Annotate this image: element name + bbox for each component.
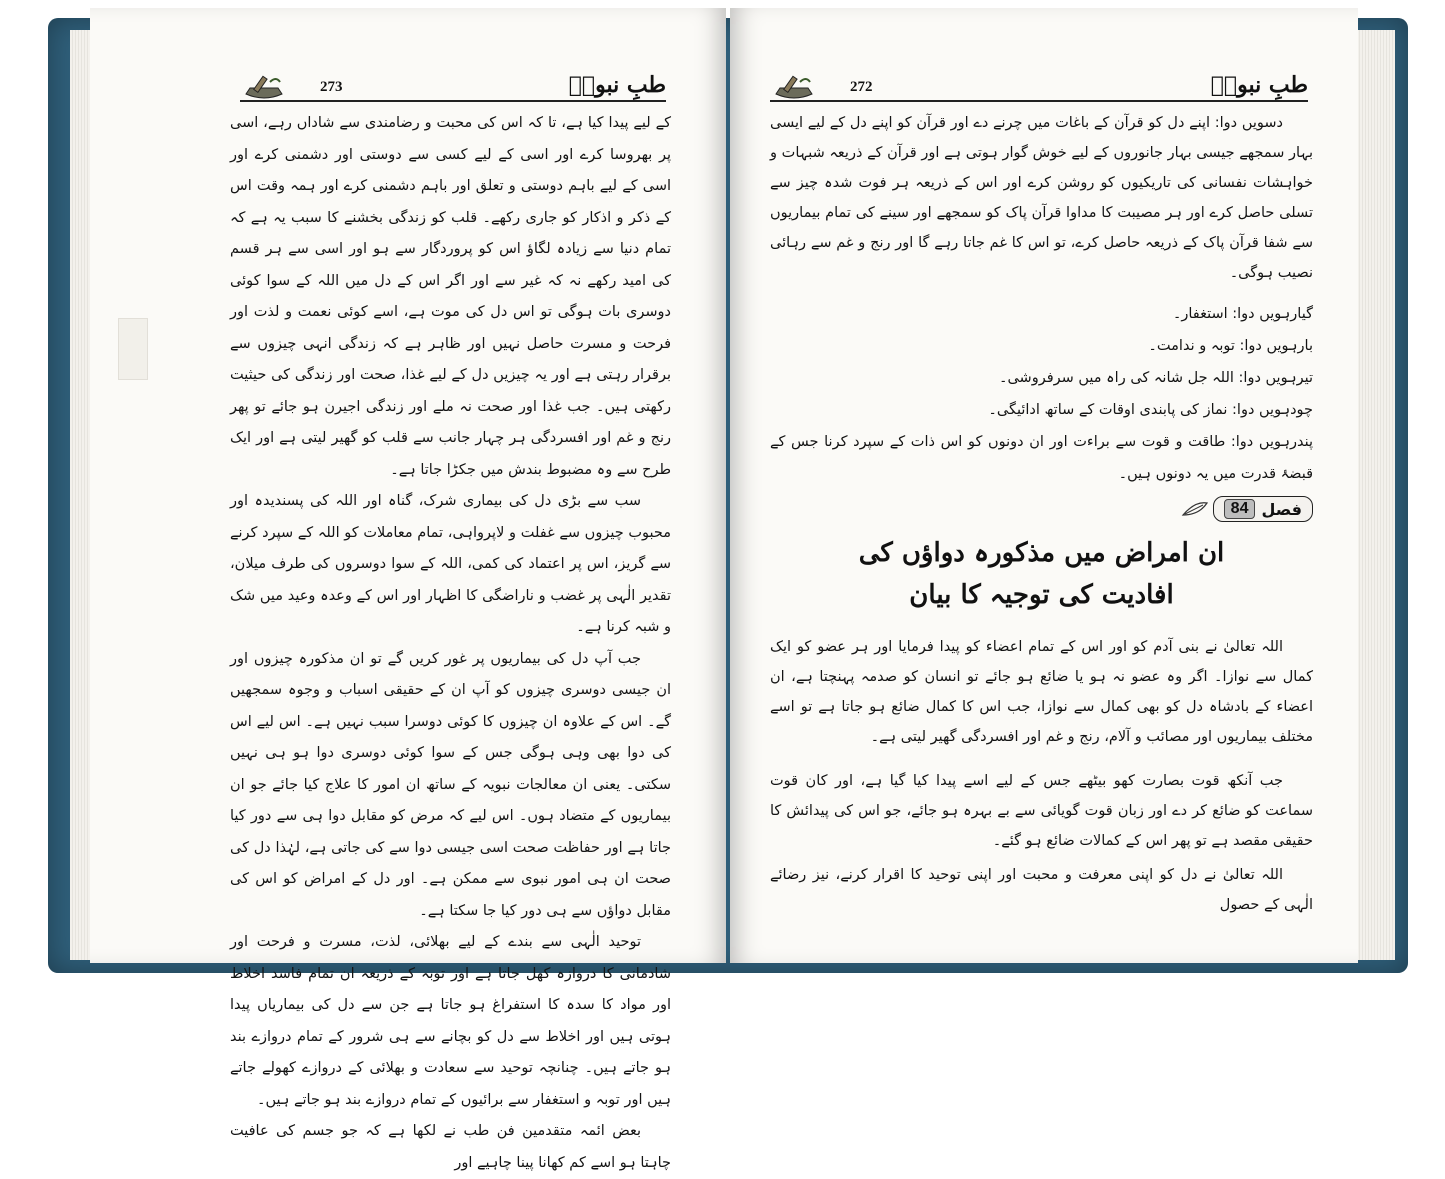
remedy-list: [770, 298, 1313, 490]
list-item: گیارہویں دوا: استغفار۔: [1172, 306, 1313, 322]
margin-sticker: [118, 318, 148, 380]
left-page-body: [230, 108, 671, 1179]
running-title: طبِ نبویؐ: [1210, 72, 1308, 98]
list-item: تیرہویں دوا: اللہ جل شانہ کی راہ میں سرفروشی۔: [998, 370, 1313, 386]
paragraph: اللہ تعالیٰ نے دل کو اپنی معرفت و محبت اور اپنی توحید کا اقرار کرنے، نیز رضائے الٰہی کے حصول: [770, 867, 1313, 913]
list-item: پندرہویں دوا: طاقت و قوت سے براءت اور ان دونوں کو اس ذات کے سپرد کرنا جس کے قبضۂ قدرت میں یہ دونوں ہیں۔: [770, 434, 1313, 482]
list-item: چودہویں دوا: نماز کی پابندی اوقات کے ساتھ ادائیگی۔: [988, 402, 1313, 418]
mortar-pestle-icon: [240, 72, 288, 102]
chapter-box: [1213, 496, 1313, 522]
right-page-body: [770, 108, 1313, 490]
chapter-label: فصل: [1261, 499, 1302, 519]
page-number: 273: [320, 79, 343, 95]
running-title: طبِ نبویؐ: [568, 72, 666, 98]
paragraph: دسویں دوا: اپنے دل کو قرآن کے باغات میں چرنے دے اور قرآن کو اپنے دل کے لیے ایسی بہار سمجھے جیسی بہار جانوروں کے لیے خوش گوار ہوتی ہے اور قرآن کے ذریعہ شبہات و خواہشات نفسانی کی تاریکیوں کو روشن کرے اور اس کے ذریعہ ہر فوت شدہ چیز سے تسلی حاصل کرے اور ہر مصیبت کا مداوا قرآن پاک کو سمجھے اور سینے کی تمام بیماریوں سے شفا قرآن پاک کے ذریعہ حاصل کرے، تو اس کا غم جاتا رہے گا اور رنج و غم سے رہائی نصیب ہوگی۔: [770, 115, 1313, 281]
paragraph: توحید الٰہی سے بندے کے لیے بھلائی، لذت، مسرت و فرحت اور شادمانی کا دروازہ کھل جاتا ہے اور توبہ کے ذریعہ ان تمام فاسد اخلاط اور مواد کا سدہ کا استفراغ ہو جاتا ہے جن سے دل کی بیماریاں پیدا ہوتی ہیں اور اخلاط سے دل کو بچانے سے ہی شرور کے تمام دروازے بند ہو جاتے ہیں۔ چنانچہ توحید سے سعادت و بھلائی کے دروازے کھولے جاتے ہیں اور توبہ و استغفار سے برائیوں کے تمام دروازے بند ہو جاتے ہیں۔: [230, 934, 671, 1108]
right-page-header: [770, 68, 1308, 102]
paragraph: بعض ائمہ متقدمین فن طب نے لکھا ہے کہ جو جسم کی عافیت چاہتا ہو اسے کم کھانا پینا چاہیے اور: [230, 1123, 671, 1171]
right-page: [730, 8, 1358, 963]
leaf-ornament-icon: [1181, 499, 1209, 519]
paragraph: جب آپ دل کی بیماریوں پر غور کریں گے تو ان مذکورہ چیزوں اور ان جیسی دوسری چیزوں کو آپ ان کے حقیقی اسباب و وجوہ سمجھیں گے۔ اس کے علاوہ ان چیزوں کا کوئی دوسرا سبب نہیں ہے۔ اس لیے اس کی دوا بھی وہی ہوگی جس کے سوا کوئی دوسری دوا ہو ہی نہیں سکتی۔ یعنی ان معالجات نبویہ کے ساتھ ان امور کا علاج کیا جائے جو ان بیماریوں کے متضاد ہوں۔ اس لیے کہ مرض کو مقابل دوا ہی سے دور کیا جاتا ہے اور حفاظت صحت اسی جیسی دوا سے کی جاتی ہے، لہٰذا دل کی صحت ان ہی امور نبوی سے ممکن ہے۔ اور دل کے امراض کو اس کی مقابل دواؤں سے ہی دور کیا جا سکتا ہے۔: [230, 650, 671, 919]
list-item: بارہویں دوا: توبہ و ندامت۔: [1148, 338, 1313, 354]
section-heading-line1: ان امراض میں مذکورہ دواؤں کی: [858, 538, 1225, 568]
section-heading-line2: افادیت کی توجیہ کا بیان: [909, 580, 1174, 610]
chapter-marker: [1181, 495, 1313, 523]
left-page: [90, 8, 726, 1171]
mortar-pestle-icon: [770, 72, 818, 102]
left-page-header: [240, 68, 666, 102]
right-page-body-lower: [770, 632, 1313, 920]
paragraph: سب سے بڑی دل کی بیماری شرک، گناہ اور اللہ کی پسندیدہ اور محبوب چیزوں سے غفلت و لاپرواہی، تمام معاملات کو اللہ کے سپرد کرنے سے گریز، اس پر اعتماد کی کمی، اللہ کے سوا دوسروں کی طرف میلان، تقدیر الٰہی پر غضب و ناراضگی کا اظہار اور اس کے وعدہ وعید میں شک و شبہ کرنا ہے۔: [230, 493, 671, 635]
paragraph: اللہ تعالیٰ نے بنی آدم کو اور اس کے تمام اعضاء کو پیدا فرمایا اور ہر عضو کو ایک کمال سے نوازا۔ اگر وہ عضو نہ ہو یا ضائع ہو جائے تو انسان کو صدمہ پہنچتا ہے، ان اعضاء کے بادشاہ دل کو بھی کمال سے نوازا، جب اس کا کمال ضائع ہو جاتا ہے تو اسے مختلف بیماریوں اور مصائب و آلام، رنج و غم اور افسردگی گھیر لیتی ہے۔: [770, 639, 1313, 745]
paragraph: جب آنکھ قوت بصارت کھو بیٹھے جس کے لیے اسے پیدا کیا گیا ہے، اور کان قوت سماعت کو ضائع کر دے اور زبان قوت گویائی سے بے بہرہ ہو جائے، جو اس کی پیدائش کا حقیقی مقصد ہے تو پھر اس کے کمالات ضائع ہو گئے۔: [770, 773, 1313, 849]
page-number: 272: [850, 79, 873, 95]
paragraph: کے لیے پیدا کیا ہے، تا کہ اس کی محبت و رضامندی سے شاداں رہے، اسی پر بھروسا کرے اور اسی کے لیے کسی سے دوستی اور دشمنی کرے اور اسی کے لیے باہم دوستی و تعلق اور باہم دشمنی کرے اور ہمہ وقت اس کے ذکر و اذکار کو جاری رکھے۔ قلب کو زندگی بخشنے کا سبب یہ ہے کہ تمام دنیا سے زیادہ لگاؤ اس کو پروردگار سے ہو اور اسی سے ہر قسم کی امید رکھے نہ کہ غیر سے اور اگر اس کے دل میں اللہ کے سوا کوئی دوسری بات ہوگی تو اس دل کی موت ہے، اسے کوئی نعمت و لذت اور فرحت و مسرت حاصل نہیں اور ظاہر ہے کہ زندگی انہی چیزوں سے برقرار رہتی ہے اور یہ چیزیں دل کے لیے غذا، صحت اور زندگی کی حیثیت رکھتی ہیں۔ جب غذا اور صحت نہ ملے اور زندگی اجیرن ہو جائے تو پھر رنج و غم اور افسردگی ہر چہار جانب سے قلب کو گھیر لیتی ہے اور ایک طرح سے وہ مضبوط بندش میں جکڑا جاتا ہے۔: [230, 115, 671, 478]
chapter-number: 84: [1224, 499, 1256, 519]
